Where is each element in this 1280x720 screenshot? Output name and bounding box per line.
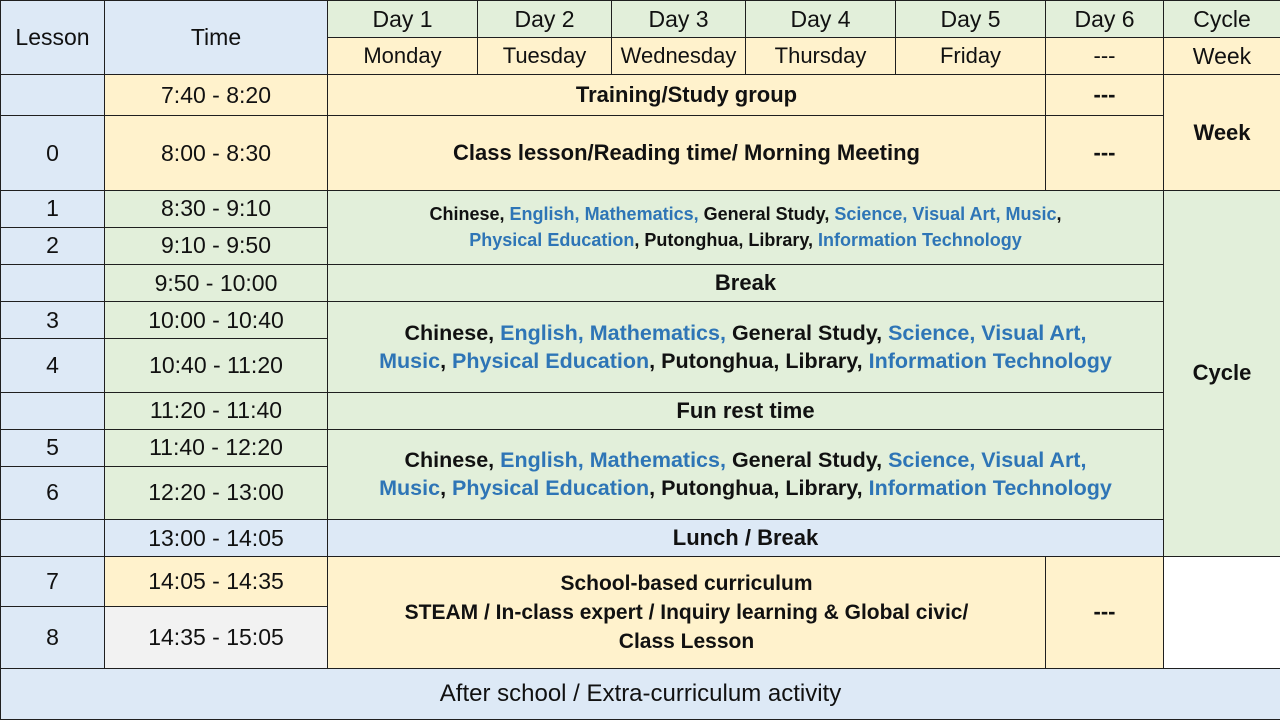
time-cell: 9:50 - 10:00 xyxy=(105,265,328,302)
day-1-header: Day 1 xyxy=(328,1,478,38)
time-cell: 13:00 - 14:05 xyxy=(105,520,328,557)
time-cell: 10:00 - 10:40 xyxy=(105,302,328,339)
after-school-row: After school / Extra-curriculum activity xyxy=(1,668,1280,719)
lesson-header: Lesson xyxy=(1,1,105,75)
fun-rest-time-row: Fun rest time xyxy=(328,392,1164,429)
time-cell: 7:40 - 8:20 xyxy=(105,75,328,116)
day-2-header: Day 2 xyxy=(478,1,612,38)
subjects-block-1: Chinese, English, Mathematics, General Study, Science, Visual Art, Music, Physical Education, Putonghua, Library, Information Technology xyxy=(328,190,1164,264)
lesson-cell xyxy=(1,392,105,429)
lunch-break-row: Lunch / Break xyxy=(328,520,1164,557)
time-cell: 12:20 - 13:00 xyxy=(105,466,328,519)
time-cell: 11:20 - 11:40 xyxy=(105,392,328,429)
time-cell: 8:30 - 9:10 xyxy=(105,190,328,227)
lesson-cell xyxy=(1,265,105,302)
cycle-header: Cycle xyxy=(1164,1,1280,38)
day-1-name: Monday xyxy=(328,38,478,75)
school-based-curriculum: School-based curriculum STEAM / In-class expert / Inquiry learning & Global civic/ Class Lesson xyxy=(328,557,1046,668)
lesson-cell xyxy=(1,520,105,557)
lesson-cell xyxy=(1,75,105,116)
lesson-cell: 5 xyxy=(1,429,105,466)
lesson-cell: 2 xyxy=(1,227,105,264)
subjects-block-2: Chinese, English, Mathematics, General Study, Science, Visual Art, Music, Physical Education, Putonghua, Library, Information Technology xyxy=(328,302,1164,392)
lesson-cell: 4 xyxy=(1,339,105,392)
time-cell: 8:00 - 8:30 xyxy=(105,116,328,190)
day6-cell: --- xyxy=(1046,75,1164,116)
day-3-header: Day 3 xyxy=(612,1,746,38)
day-6-name: --- xyxy=(1046,38,1164,75)
time-cell: 14:35 - 15:05 xyxy=(105,607,328,668)
lesson-cell: 8 xyxy=(1,607,105,668)
lesson-cell: 0 xyxy=(1,116,105,190)
cycle-subheader: Week xyxy=(1164,38,1280,75)
subjects-block-3: Chinese, English, Mathematics, General Study, Science, Visual Art, Music, Physical Education, Putonghua, Library, Information Technology xyxy=(328,429,1164,519)
day-5-header: Day 5 xyxy=(896,1,1046,38)
class-lesson-morning: Class lesson/Reading time/ Morning Meeting xyxy=(328,116,1046,190)
lesson-cell: 3 xyxy=(1,302,105,339)
lesson-cell: 1 xyxy=(1,190,105,227)
time-header: Time xyxy=(105,1,328,75)
time-cell: 10:40 - 11:20 xyxy=(105,339,328,392)
day-6-header: Day 6 xyxy=(1046,1,1164,38)
day-4-header: Day 4 xyxy=(746,1,896,38)
break-row: Break xyxy=(328,265,1164,302)
cycle-week-top: Week xyxy=(1164,75,1280,190)
time-cell: 11:40 - 12:20 xyxy=(105,429,328,466)
day-5-name: Friday xyxy=(896,38,1046,75)
day-3-name: Wednesday xyxy=(612,38,746,75)
time-cell: 9:10 - 9:50 xyxy=(105,227,328,264)
day6-cell: --- xyxy=(1046,557,1164,668)
training-study-group: Training/Study group xyxy=(328,75,1046,116)
day6-cell: --- xyxy=(1046,116,1164,190)
lesson-cell: 6 xyxy=(1,466,105,519)
time-cell: 14:05 - 14:35 xyxy=(105,557,328,607)
lesson-cell: 7 xyxy=(1,557,105,607)
cycle-cycle-middle: Cycle xyxy=(1164,190,1280,556)
day-4-name: Thursday xyxy=(746,38,896,75)
day-2-name: Tuesday xyxy=(478,38,612,75)
